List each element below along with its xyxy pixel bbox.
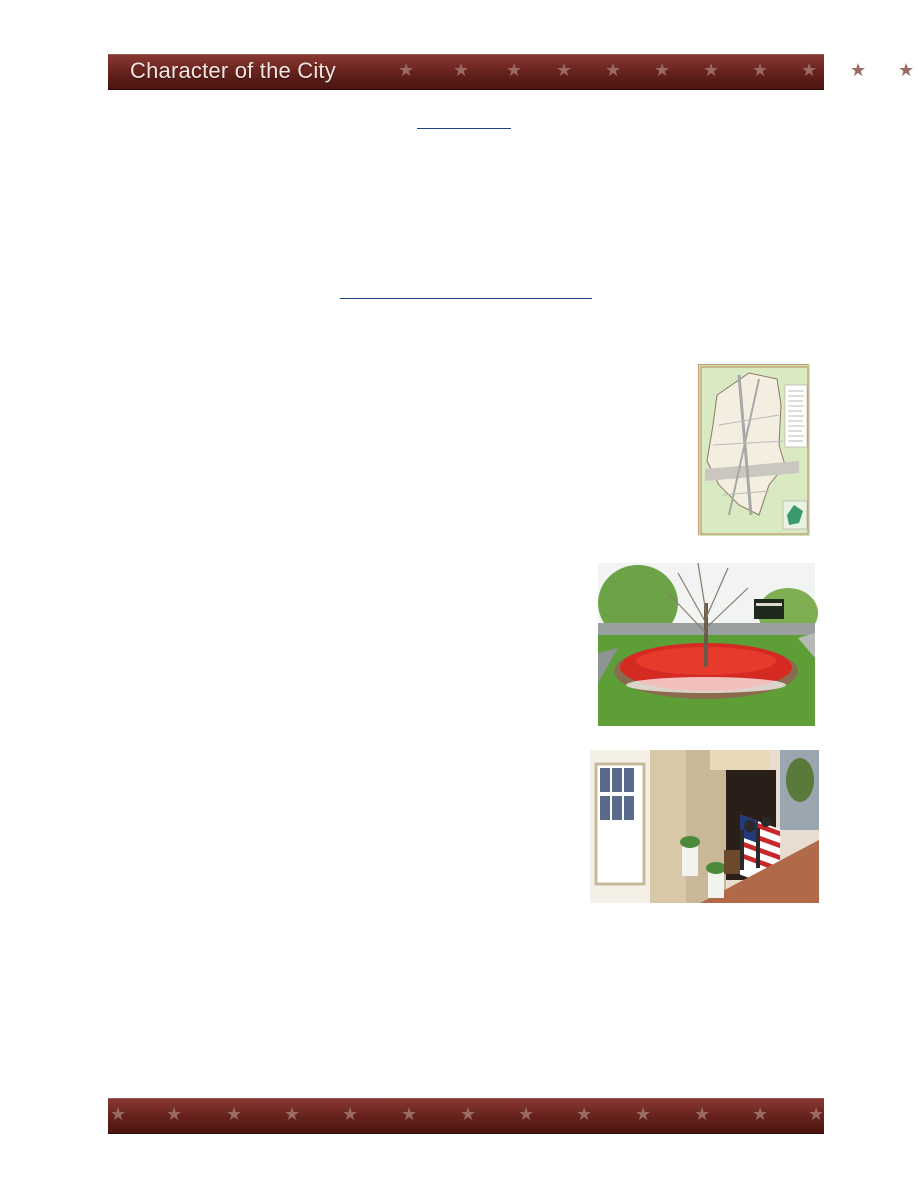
- star-icon: ★: [576, 1104, 593, 1125]
- footer-banner: [108, 1098, 824, 1134]
- star-icon: ★: [752, 60, 769, 81]
- star-icon: ★: [453, 60, 470, 81]
- star-icon: ★: [808, 1104, 825, 1125]
- tulip-garden-photo: [598, 563, 815, 726]
- city-map-image: [698, 364, 809, 535]
- star-icon: ★: [284, 1104, 301, 1125]
- star-icon: ★: [398, 60, 415, 81]
- star-icon: ★: [605, 60, 622, 81]
- star-icon: ★: [801, 60, 818, 81]
- star-icon: ★: [635, 1104, 652, 1125]
- star-icon: ★: [556, 60, 573, 81]
- link-underline[interactable]: [340, 298, 592, 299]
- link-underline[interactable]: [417, 128, 511, 129]
- star-icon: ★: [460, 1104, 477, 1125]
- star-icon: ★: [401, 1104, 418, 1125]
- storefront-flag-photo: [590, 750, 819, 903]
- star-icon: ★: [752, 1104, 769, 1125]
- star-icon: ★: [694, 1104, 711, 1125]
- star-icon: ★: [703, 60, 720, 81]
- star-icon: ★: [226, 1104, 243, 1125]
- star-icon: ★: [342, 1104, 359, 1125]
- header-banner: [108, 54, 915, 90]
- star-icon: ★: [654, 60, 671, 81]
- star-icon: ★: [506, 60, 523, 81]
- star-icon: ★: [110, 1104, 127, 1125]
- star-icon: ★: [850, 60, 867, 81]
- star-icon: ★: [898, 60, 915, 81]
- star-icon: ★: [166, 1104, 183, 1125]
- star-icon: ★: [518, 1104, 535, 1125]
- page-title: Character of the City: [130, 58, 336, 83]
